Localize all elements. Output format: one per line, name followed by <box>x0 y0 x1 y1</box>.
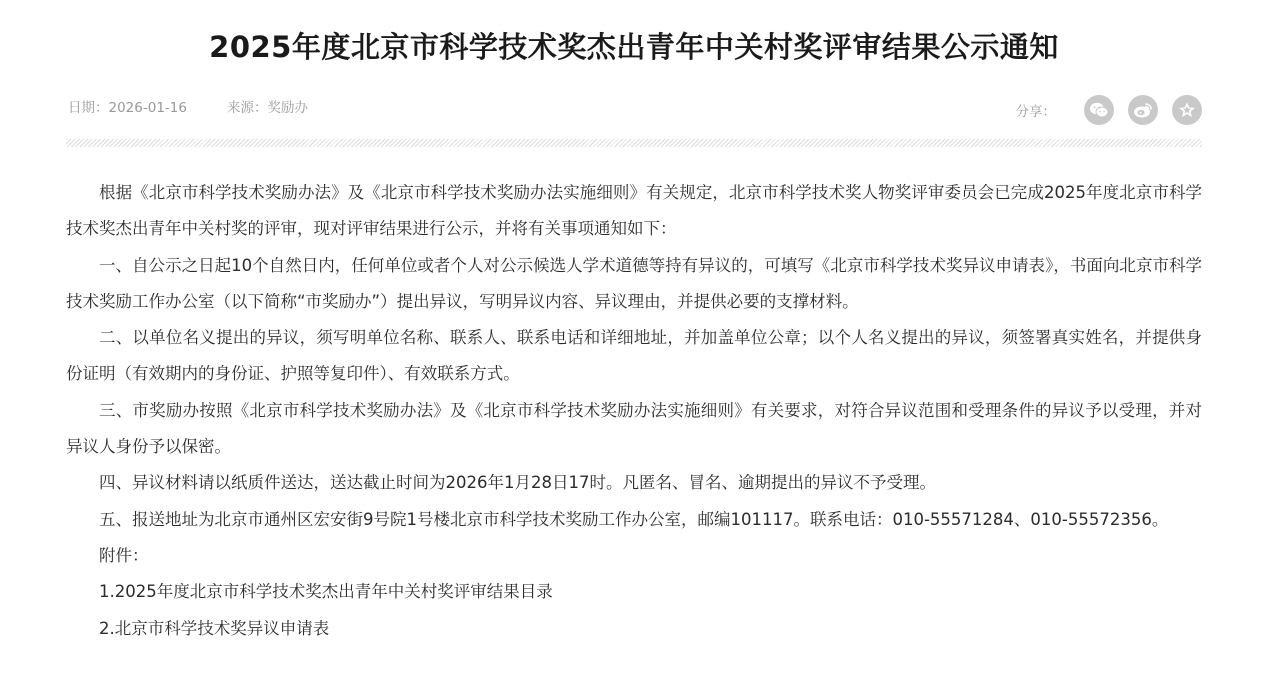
page-title: 2025年度北京市科学技术奖杰出青年中关村奖评审结果公示通知 <box>209 30 1059 64</box>
paragraph-item-4: 四、异议材料请以纸质件送达，送达截止时间为2026年1月28日17时。凡匿名、冒名、逾期提出的异议不予受理。 <box>99 473 936 493</box>
publish-date: 日期：2026-01-16 <box>68 100 187 116</box>
share-label: 分享： <box>1015 104 1056 120</box>
share-wechat-button[interactable] <box>1084 95 1114 125</box>
article-source: 来源：奖励办 <box>226 100 308 116</box>
paragraph-item-5: 五、报送地址为北京市通州区宏安街9号院1号楼北京市科学技术奖励工作办公室，邮编101117。联系电话：010-55571284、010-55572356。 <box>99 509 1169 529</box>
share-bar <box>1016 94 1203 126</box>
wechat-icon <box>1089 101 1109 119</box>
weibo-icon <box>1133 101 1153 119</box>
attachment-link-1[interactable]: 1.2025年度北京市科学技术奖杰出青年中关村奖评审结果目录 <box>99 582 553 602</box>
paragraph-intro: 根据《北京市科学技术奖励办法》及《北京市科学技术奖励办法实施细则》有关规定，北京市科学技术奖人物奖评审委员会已完成2025年度北京市科学技术奖杰出青年中关村奖的评审，现对评审结果进行公示，并将有关事项通知如下： <box>66 183 1202 239</box>
star-icon <box>1178 101 1196 119</box>
attachment-link-2[interactable]: 2.北京市科学技术奖异议申请表 <box>99 618 330 638</box>
share-weibo-button[interactable] <box>1128 95 1158 125</box>
article-meta <box>68 98 308 118</box>
paragraph-item-1: 一、自公示之日起10个自然日内，任何单位或者个人对公示候选人学术道德等持有异议的，可填写《北京市科学技术奖异议申请表》，书面向北京市科学技术奖励工作办公室（以下简称“市奖励办”）提出异议，写明异议内容、异议理由，并提供必要的支撑材料。 <box>66 255 1202 311</box>
share-favorite-button[interactable] <box>1172 95 1202 125</box>
paragraph-item-3: 三、市奖励办按照《北京市科学技术奖励办法》及《北京市科学技术奖励办法实施细则》有关要求，对符合异议范围和受理条件的异议予以受理，并对异议人身份予以保密。 <box>66 400 1202 457</box>
paragraph-item-2: 二、以单位名义提出的异议，须写明单位名称、联系人、联系电话和详细地址，并加盖单位公章；以个人名义提出的异议，须签署真实姓名，并提供身份证明（有效期内的身份证、护照等复印件）、有效联系方式。 <box>66 328 1202 384</box>
header-divider <box>66 139 1202 147</box>
article-body <box>66 175 1202 647</box>
attachments-label: 附件： <box>99 545 149 565</box>
